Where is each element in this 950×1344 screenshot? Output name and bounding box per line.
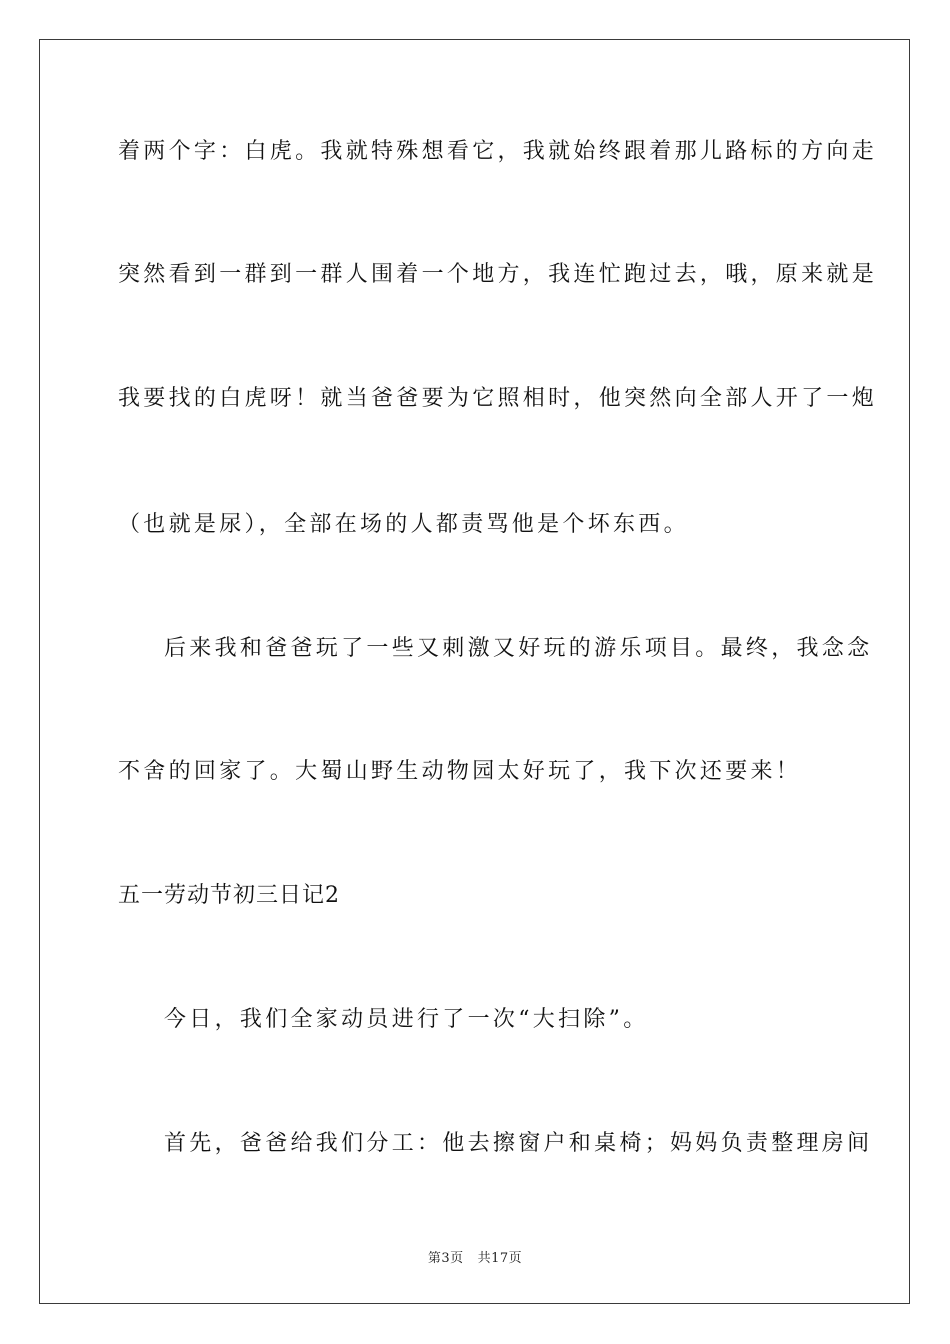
paragraph-line-6: 不舍的回家了。大蜀山野生动物园太好玩了，我下次还要来！: [118, 759, 802, 784]
paragraph-line-2: 突然看到一群到一群人围着一个地方，我连忙跑过去，哦，原来就是: [118, 262, 878, 287]
page-footer: [0, 1247, 950, 1266]
paragraph-line-8: 首先，爸爸给我们分工：他去擦窗户和桌椅；妈妈负责整理房间: [164, 1131, 873, 1156]
paragraph-line-1: 着两个字：白虎。我就特殊想看它，我就始终跟着那儿路标的方向走: [118, 139, 878, 164]
section-heading: 五一劳动节初三日记2: [118, 883, 340, 908]
page-border: [39, 39, 910, 1304]
page-total: 共17页: [477, 1251, 523, 1266]
paragraph-line-3: 我要找的白虎呀！就当爸爸要为它照相时，他突然向全部人开了一炮: [118, 386, 878, 411]
page-number: 第3页: [427, 1251, 464, 1266]
paragraph-line-4: （也就是尿），全部在场的人都责骂他是个坏东西。: [118, 512, 689, 537]
paragraph-line-5: 后来我和爸爸玩了一些又刺激又好玩的游乐项目。最终，我念念: [164, 636, 873, 661]
paragraph-line-7: 今日，我们全家动员进行了一次“大扫除”。: [164, 1007, 649, 1032]
